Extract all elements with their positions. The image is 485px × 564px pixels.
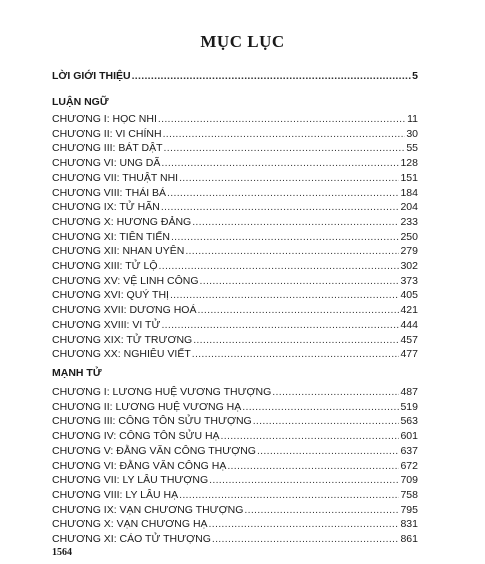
toc-entry-label: CHƯƠNG X: HƯƠNG ĐẢNG [52,215,192,228]
toc-entry-label: CHƯƠNG XVII: DƯƠNG HOÁ [52,304,197,317]
toc-entry[interactable] [52,489,418,502]
leader-dots [197,304,399,317]
toc-entry-page: 601 [400,430,418,443]
toc-entry[interactable] [52,260,418,273]
leader-dots [227,460,399,473]
toc-entry-page: 758 [400,488,418,501]
leader-dots [221,430,400,443]
toc-entry[interactable] [52,533,418,546]
toc-entry-page: 672 [400,459,418,472]
toc-entry-label: CHƯƠNG VIII: LY LÂU HẠ [52,488,179,501]
toc-entry[interactable] [52,187,418,200]
toc-entry-page: 250 [400,230,418,243]
leader-dots [257,445,400,458]
toc-entry-page: 457 [400,333,418,346]
toc-entry-label: LỜI GIỚI THIỆU [52,70,131,82]
toc-entry-page: 11 [407,113,418,125]
toc-entry[interactable] [52,245,418,258]
toc-entry-page: 831 [400,518,418,531]
toc-entry[interactable] [52,216,418,229]
toc-entry-label: CHƯƠNG XIII: TỬ LỘ [52,260,158,272]
toc-entry-page: 184 [400,186,418,199]
leader-dots [209,518,400,531]
leader-dots [171,231,400,244]
toc-entry[interactable] [52,201,418,214]
toc-entry[interactable] [52,113,418,126]
toc-entry-label: CHƯƠNG XX: NGHIÊU VIẾT [52,348,191,361]
toc-entry-page: 795 [400,503,418,516]
toc-entry-page: 233 [400,215,418,228]
toc-entry-label: CHƯƠNG IX: TỬ HÃN [52,201,160,214]
toc-entry[interactable] [52,157,418,170]
toc-entry[interactable] [52,445,418,458]
toc-entry[interactable] [52,142,418,155]
toc-entry-label: CHƯƠNG II: LƯƠNG HUỆ VƯƠNG HẠ [52,400,242,413]
section-heading-manh-tu: MẠNH TỬ [52,367,102,379]
toc-entry[interactable] [52,275,418,288]
leader-dots [253,415,400,428]
toc-entry[interactable] [52,304,418,317]
toc-entry[interactable] [52,518,418,531]
toc-entry-label: CHƯƠNG I: LƯƠNG HUỆ VƯƠNG THƯỢNG [52,386,272,398]
toc-entry-label: CHƯƠNG II: VI CHÍNH [52,127,162,140]
toc-entry[interactable] [52,415,418,428]
toc-entry[interactable] [52,474,418,487]
toc-entry-label: CHƯƠNG XVIII: VI TỬ [52,318,161,331]
leader-dots [209,474,399,487]
toc-entry-page: 487 [400,386,418,398]
leader-dots [179,172,399,185]
leader-dots [159,260,400,273]
toc-entry-label: CHƯƠNG XIX: TỬ TRƯƠNG [52,333,193,346]
leader-dots [163,128,406,141]
toc-entry-page: 5 [412,70,418,82]
toc-entry-page: 128 [400,157,418,170]
leader-dots [158,113,406,126]
leader-dots [192,216,399,229]
toc-entry-page: 405 [400,289,418,302]
page-title: MỤC LỤC [200,32,285,51]
leader-dots [164,142,406,155]
toc-entry[interactable] [52,386,418,399]
leader-dots [242,401,399,414]
toc-entry-label: CHƯƠNG IV: CÔNG TÔN SỬU HẠ [52,430,220,443]
section-heading-luan-ngu: LUẬN NGỮ [52,96,109,108]
toc-entry-page: 444 [400,318,418,331]
toc-entry-intro[interactable] [52,70,418,83]
toc-entry-label: CHƯƠNG VII: LY LÂU THƯỢNG [52,474,209,487]
toc-entry[interactable] [52,401,418,414]
leader-dots [161,157,399,170]
toc-entry-page: 637 [400,444,418,457]
toc-entry-label: CHƯƠNG XV: VỆ LINH CÔNG [52,274,199,287]
toc-entry-page: 151 [400,171,418,184]
toc-entry-page: 204 [400,201,418,214]
toc-entry-page: 709 [400,474,418,487]
toc-entry-label: CHƯƠNG I: HỌC NHI [52,113,157,125]
leader-dots [161,201,400,214]
toc-entry[interactable] [52,348,418,361]
leader-dots [161,319,399,332]
toc-entry-page: 477 [400,348,418,361]
toc-entry[interactable] [52,319,418,332]
toc-entry-page: 519 [400,400,418,413]
toc-entry[interactable] [52,504,418,517]
leader-dots [185,245,399,258]
toc-entry-page: 302 [400,260,418,272]
toc-entry-page: 563 [400,415,418,428]
toc-entry-label: CHƯƠNG III: BÁT DẬT [52,142,163,155]
leader-dots [179,489,399,502]
toc-entry[interactable] [52,289,418,302]
toc-entry-page: 55 [406,142,418,155]
toc-entry-label: CHƯƠNG XII: NHAN UYÊN [52,245,185,258]
toc-entry-page: 279 [400,245,418,258]
toc-entry-page: 30 [406,127,418,140]
toc-entry-label: CHƯƠNG III: CÔNG TÔN SỬU THƯỢNG [52,415,252,428]
leader-dots [193,334,399,347]
toc-entry[interactable] [52,334,418,347]
toc-entry[interactable] [52,172,418,185]
toc-entry-label: CHƯƠNG V: ĐẰNG VĂN CÔNG THƯỢNG [52,444,256,457]
leader-dots [244,504,399,517]
toc-entry-page: 861 [400,533,418,545]
leader-dots [170,289,400,302]
toc-entry[interactable] [52,460,418,473]
toc-entry-label: CHƯƠNG XI: TIÊN TIẾN [52,230,170,243]
toc-entry-label: CHƯƠNG VIII: THÁI BÁ [52,186,167,199]
toc-entry[interactable] [52,231,418,244]
leader-dots [272,386,399,399]
toc-entry-label: CHƯƠNG VII: THUẬT NHI [52,171,179,184]
toc-entry-page: 421 [400,304,418,317]
leader-dots [212,533,400,546]
toc-entry-label: CHƯƠNG XI: CÁO TỬ THƯỢNG [52,533,211,545]
leader-dots [192,348,400,361]
toc-entry-label: CHƯƠNG X: VẠN CHƯƠNG HẠ [52,518,208,531]
toc-entry-label: CHƯƠNG XVI: QUÝ THỊ [52,289,169,302]
toc-entry-page: 373 [400,274,418,287]
leader-dots [132,70,412,83]
toc-entry-label: CHƯƠNG IX: VẠN CHƯƠNG THƯỢNG [52,503,244,516]
toc-entry[interactable] [52,430,418,443]
toc-entry[interactable] [52,128,418,141]
leader-dots [200,275,400,288]
toc-entry-label: CHƯƠNG VI: UNG DÃ [52,157,161,170]
page-number: 1564 [52,547,72,558]
toc-entry-label: CHƯƠNG VI: ĐẰNG VĂN CÔNG HẠ [52,459,227,472]
leader-dots [167,187,399,200]
